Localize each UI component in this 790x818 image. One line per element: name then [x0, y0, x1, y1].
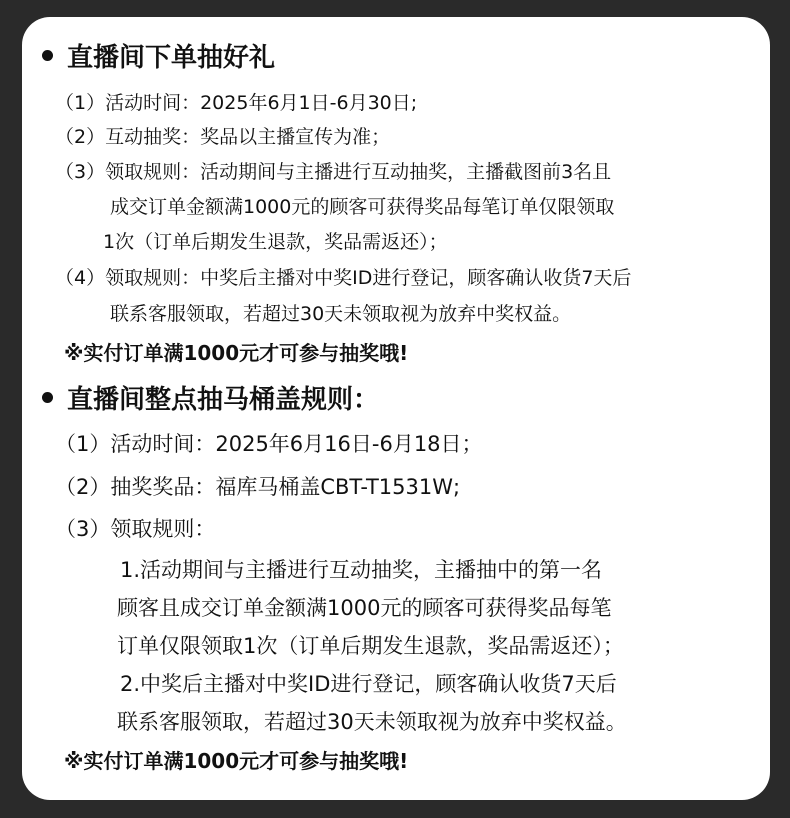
section1-line-1: （1）活动时间：2025年6月1日-6月30日; — [55, 92, 418, 114]
section2-title: 直播间整点抽马桶盖规则： — [67, 385, 380, 415]
section2-line-1: （1）活动时间：2025年6月16日-6月18日； — [55, 432, 483, 456]
section1-line-6: （4）领取规则：中奖后主播对中奖ID进行登记，顾客确认收货7天后 — [55, 267, 632, 289]
section1-note: ※实付订单满1000元才可参与抽奖哦! — [64, 341, 409, 365]
section1-line-3: （3）领取规则：活动期间与主播进行互动抽奖，主播截图前3名且 — [55, 161, 612, 183]
section1-title: 直播间下单抽好礼 — [67, 43, 276, 73]
section1-line-2: （2）互动抽奖：奖品以主播宣传为准； — [55, 126, 391, 148]
bullet-dot-icon — [42, 392, 53, 403]
section2-line-7: 2.中奖后主播对中奖ID进行登记，顾客确认收货7天后 — [120, 672, 617, 696]
section2-heading — [42, 387, 379, 413]
rules-card — [22, 17, 770, 800]
section2-line-3: （3）领取规则： — [55, 517, 216, 541]
section1-line-7: 联系客服领取，若超过30天未领取视为放弃中奖权益。 — [110, 303, 572, 325]
section2-note: ※实付订单满1000元才可参与抽奖哦! — [64, 749, 409, 773]
section2-line-4: 1.活动期间与主播进行互动抽奖，主播抽中的第一名 — [120, 558, 603, 582]
section2-line-2: （2）抽奖奖品：福库马桶盖CBT-T1531W; — [55, 475, 461, 499]
bullet-dot-icon — [42, 50, 53, 61]
section2-line-6: 订单仅限领取1次（订单后期发生退款，奖品需返还）； — [117, 634, 624, 658]
section2-line-5: 顾客且成交订单金额满1000元的顾客可获得奖品每笔 — [117, 596, 612, 620]
section1-line-4: 成交订单金额满1000元的顾客可获得奖品每笔订单仅限领取 — [110, 196, 615, 218]
section1-line-5: 1次（订单后期发生退款，奖品需返还）； — [103, 231, 448, 253]
section2-line-8: 联系客服领取，若超过30天未领取视为放弃中奖权益。 — [117, 710, 627, 734]
section1-heading — [42, 45, 275, 71]
